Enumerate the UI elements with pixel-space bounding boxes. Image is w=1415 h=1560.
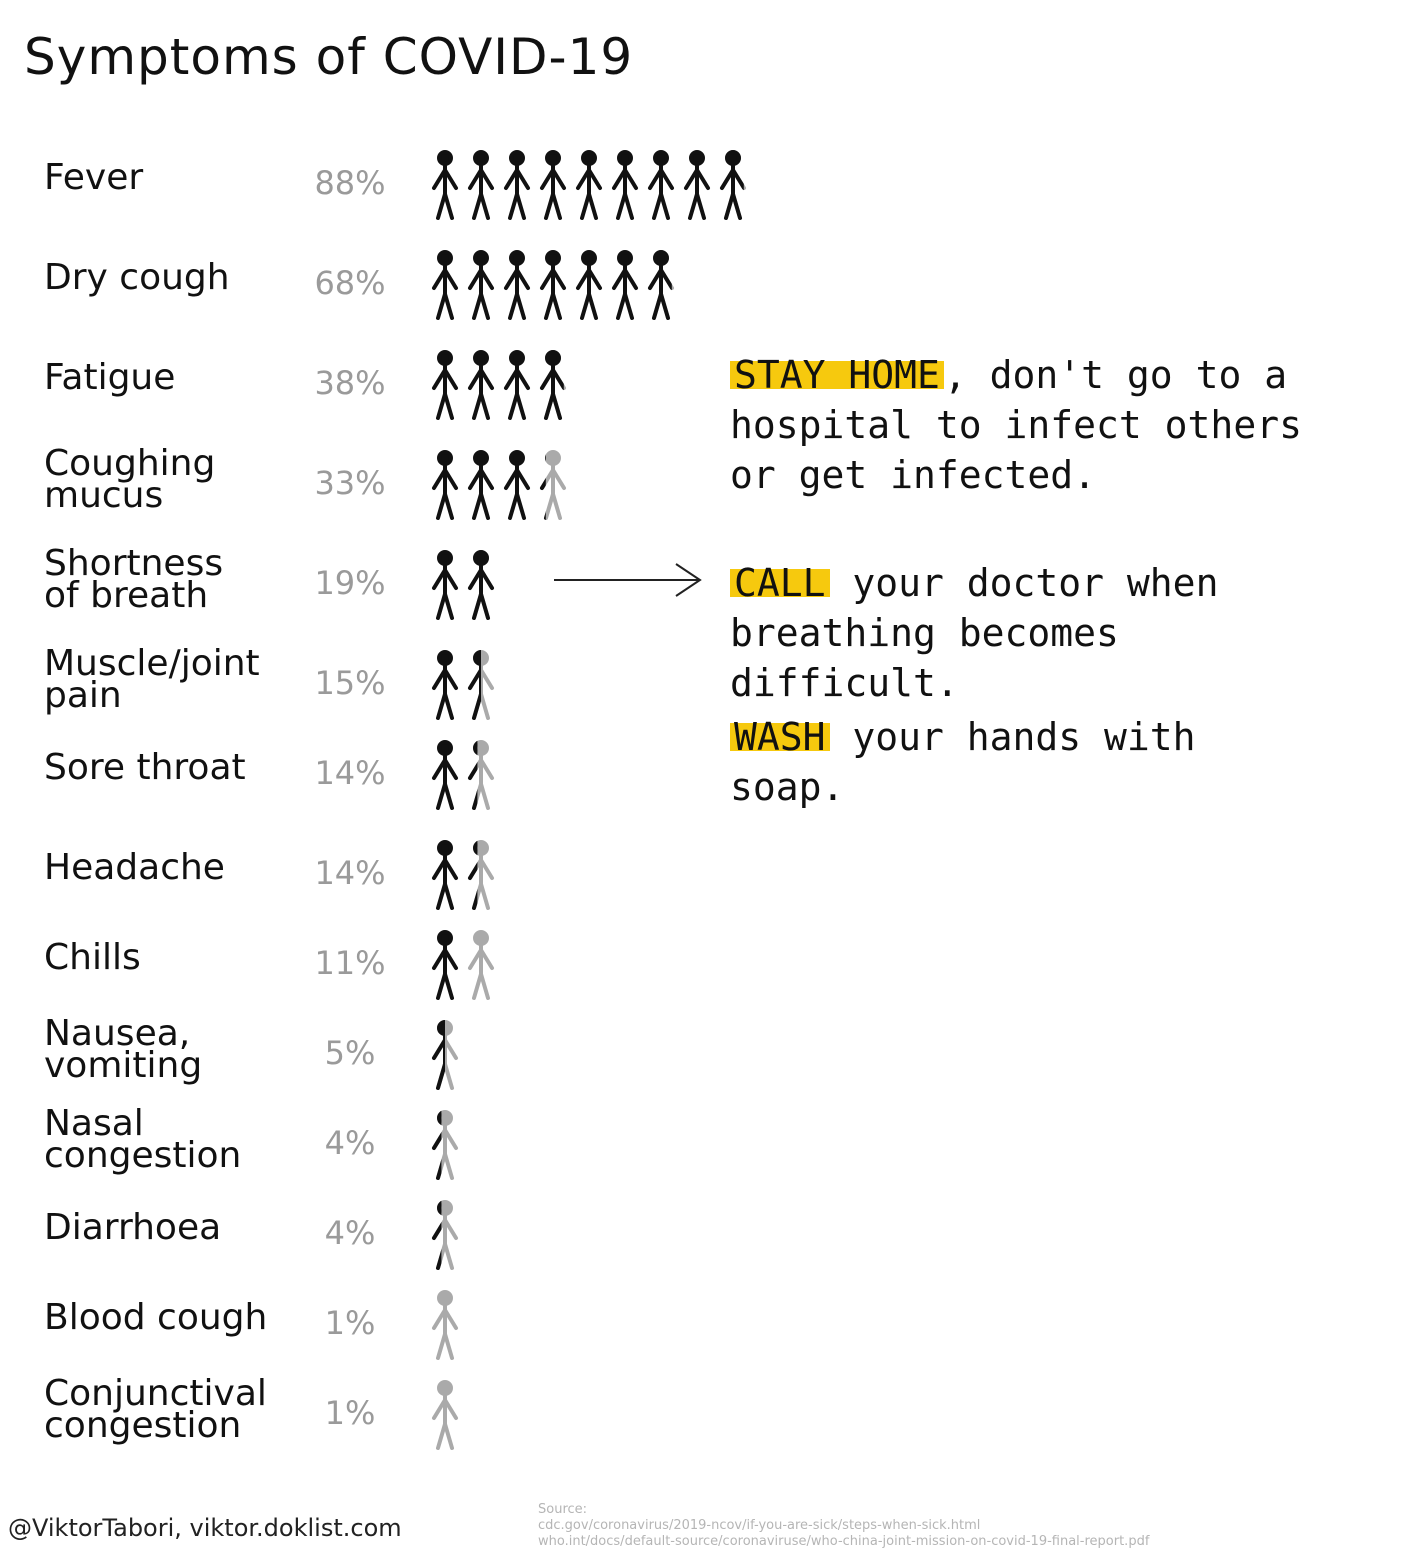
person-icon	[434, 1022, 456, 1088]
pictogram-bar	[425, 350, 573, 420]
symptom-row	[0, 340, 780, 430]
symptom-label: Fatigue	[44, 357, 176, 398]
person-icon	[722, 152, 744, 218]
pictogram-bar	[425, 650, 501, 720]
symptom-percent: 88%	[314, 164, 386, 202]
symptom-percent: 33%	[314, 464, 386, 502]
symptom-label: Blood cough	[44, 1297, 268, 1338]
advice-wash-text: your hands with soap.	[730, 715, 1196, 809]
symptom-percent: 1%	[324, 1304, 376, 1342]
symptom-label: Headache	[44, 847, 225, 888]
person-icon	[434, 452, 456, 518]
person-icon	[650, 252, 672, 318]
chart-title: Symptoms of COVID-19	[24, 28, 634, 86]
pictogram-bar	[425, 550, 501, 620]
pictogram-bar	[425, 840, 501, 910]
pictogram-bar	[425, 450, 573, 520]
person-icon	[542, 352, 564, 418]
pictogram-bar	[425, 930, 501, 1000]
symptom-percent: 11%	[314, 944, 386, 982]
symptom-label: Sore throat	[44, 747, 246, 788]
person-icon	[434, 1382, 456, 1448]
pictogram-bar	[425, 1110, 465, 1180]
symptom-row	[0, 640, 780, 730]
symptom-label: Conjunctival congestion	[44, 1373, 267, 1446]
person-icon	[434, 1292, 456, 1358]
pictogram-bar	[425, 1380, 465, 1450]
symptom-percent: 1%	[324, 1394, 376, 1432]
symptom-label: Fever	[44, 157, 144, 198]
symptom-percent: 68%	[314, 264, 386, 302]
symptom-label: Chills	[44, 937, 141, 978]
person-icon	[434, 652, 456, 718]
advice-stay-home-text: , don't go to a hospital to infect others or get infected.	[730, 353, 1302, 497]
symptom-row	[0, 1370, 780, 1460]
symptom-row	[0, 1100, 780, 1190]
highlight-wash: WASH	[730, 715, 830, 759]
pictogram-bar	[425, 1020, 465, 1090]
symptom-percent: 5%	[324, 1034, 376, 1072]
person-icon	[470, 252, 492, 318]
person-icon	[470, 352, 492, 418]
symptom-row	[0, 830, 780, 920]
person-icon	[650, 152, 672, 218]
pictogram-bar	[425, 1200, 465, 1270]
person-icon	[578, 252, 600, 318]
symptom-row	[0, 1280, 780, 1370]
symptom-percent: 14%	[314, 754, 386, 792]
advice-wash	[730, 712, 1210, 812]
pictogram-bar	[425, 740, 501, 810]
author-credit: @ViktorTabori, viktor.doklist.com	[8, 1514, 402, 1542]
symptom-percent: 14%	[314, 854, 386, 892]
highlight-stay-home: STAY HOME	[730, 353, 944, 397]
person-icon	[614, 252, 636, 318]
advice-call	[730, 558, 1370, 708]
person-icon	[434, 842, 456, 908]
person-icon	[434, 1202, 456, 1268]
source-line-2: who.int/docs/default-source/coronaviruse/who-china-joint-mission-on-covid-19-final-report.pdf	[538, 1534, 1150, 1549]
source-block	[538, 1502, 1408, 1550]
person-icon	[506, 352, 528, 418]
pictogram-bar	[425, 1290, 465, 1360]
symptom-row	[0, 1010, 780, 1100]
symptom-label: Nausea, vomiting	[44, 1013, 203, 1086]
person-icon	[470, 742, 492, 808]
person-icon	[470, 152, 492, 218]
person-icon	[434, 352, 456, 418]
person-icon	[434, 932, 456, 998]
person-icon	[434, 1112, 456, 1178]
person-icon	[434, 252, 456, 318]
symptom-row	[0, 440, 780, 530]
highlight-call: CALL	[730, 561, 830, 605]
source-line-1: cdc.gov/coronavirus/2019-ncov/if-you-are-sick/steps-when-sick.html	[538, 1518, 981, 1533]
arrow-icon	[552, 560, 712, 600]
person-icon	[686, 152, 708, 218]
symptom-percent: 4%	[324, 1124, 376, 1162]
source-label: Source:	[538, 1502, 588, 1517]
person-icon	[506, 152, 528, 218]
symptom-label: Diarrhoea	[44, 1207, 222, 1248]
symptom-row	[0, 730, 780, 820]
person-icon	[434, 552, 456, 618]
symptom-row	[0, 140, 780, 230]
symptom-row	[0, 1190, 780, 1280]
symptom-percent: 4%	[324, 1214, 376, 1252]
person-icon	[470, 452, 492, 518]
person-icon	[542, 152, 564, 218]
symptom-percent: 15%	[314, 664, 386, 702]
pictogram-bar	[425, 250, 681, 320]
person-icon	[470, 652, 492, 718]
symptom-row	[0, 240, 780, 330]
symptom-percent: 38%	[314, 364, 386, 402]
person-icon	[614, 152, 636, 218]
symptom-label: Nasal congestion	[44, 1103, 242, 1176]
pictogram-bar	[425, 150, 753, 220]
symptom-label: Dry cough	[44, 257, 230, 298]
person-icon	[542, 452, 564, 518]
person-icon	[470, 842, 492, 908]
symptom-label: Shortness of breath	[44, 543, 224, 616]
symptom-percent: 19%	[314, 564, 386, 602]
advice-stay-home	[730, 350, 1370, 500]
person-icon	[506, 252, 528, 318]
symptom-label: Coughing mucus	[44, 443, 216, 516]
person-icon	[578, 152, 600, 218]
symptom-label: Muscle/joint pain	[44, 643, 260, 716]
advice-call-text: your doctor when breathing becomes difficult.	[730, 561, 1219, 705]
person-icon	[434, 742, 456, 808]
person-icon	[470, 932, 492, 998]
person-icon	[470, 552, 492, 618]
person-icon	[434, 152, 456, 218]
person-icon	[506, 452, 528, 518]
person-icon	[542, 252, 564, 318]
symptom-row	[0, 920, 780, 1010]
